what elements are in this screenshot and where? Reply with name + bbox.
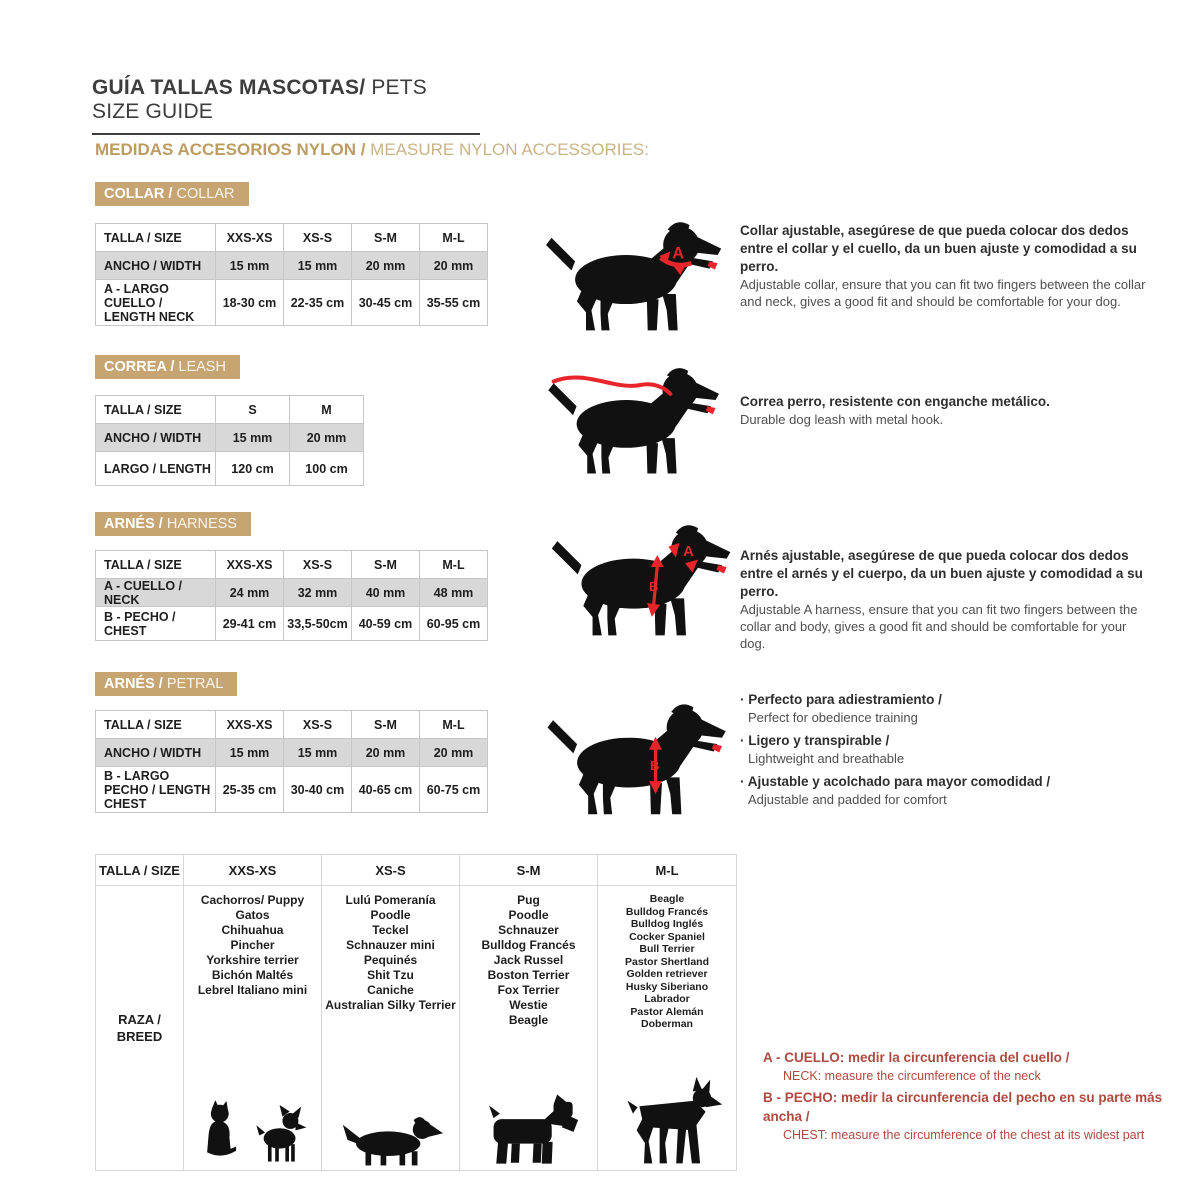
page-title-en: PETS SIZE GUIDE (92, 76, 427, 123)
page-subtitle (95, 140, 649, 160)
breed-item: Lebrel Italiano mini (197, 983, 308, 997)
breed-item: Golden retriever (626, 968, 708, 980)
breed-header-xxs-xs: XXS-XS (184, 855, 322, 885)
harness-badge-en: HARNESS (162, 516, 237, 532)
value-cell: XXS-XS (216, 224, 284, 252)
breed-item: Labrador (644, 993, 690, 1005)
breed-list-m-l (625, 893, 709, 1031)
petral-badge-es: ARNÉS / (104, 676, 163, 692)
breed-item: Schnauzer mini (346, 938, 435, 952)
breed-item: Australian Silky Terrier (325, 998, 456, 1012)
feature-bullet (740, 772, 1160, 808)
collar-dog-diagram (537, 216, 733, 334)
breed-item: Gatos (235, 908, 270, 922)
breed-header-talla: TALLA / SIZE (96, 855, 184, 885)
value-cell: 40 mm (352, 579, 420, 607)
table-header-row (96, 551, 488, 579)
value-cell: 20 mm (420, 739, 488, 767)
breed-item: Pastor Alemán (630, 1005, 704, 1018)
table-header-row (96, 711, 488, 739)
breed-list-xs-s (325, 893, 456, 1013)
breed-item: Bull Terrier (639, 943, 695, 955)
breed-col-m-l (598, 886, 736, 1170)
silhouettes-m-l (608, 1075, 726, 1170)
breed-item: Pequinés (363, 953, 418, 967)
breed-item: Pincher (230, 938, 275, 952)
feature-bullet-en: Lightweight and breathable (748, 751, 905, 766)
table-row (96, 767, 488, 813)
breed-item: Doberman (641, 1018, 693, 1030)
breed-size-table (95, 854, 737, 1171)
breed-item: Cachorros/ Puppy (200, 893, 305, 907)
value-cell: 35-55 cm (420, 280, 488, 326)
collar-badge-es: COLLAR / (104, 186, 173, 202)
row-label-cell: ANCHO / WIDTH (96, 739, 216, 767)
schnauzer-icon (479, 1093, 579, 1167)
note-a-reg: NECK: measure the circumference of the neck (783, 1069, 1041, 1083)
breed-item: Beagle (508, 1013, 549, 1027)
petral-badge-en: PETRAL (162, 676, 224, 692)
value-cell: XS-S (284, 551, 352, 579)
breed-item: Chihuahua (221, 923, 284, 937)
value-cell: 25-35 cm (216, 767, 284, 813)
breed-header-xs-s: XS-S (322, 855, 460, 885)
letter-a-marker: A (683, 543, 694, 560)
note-b-bold: B - PECHO: medir la circunferencia del pecho en su parte más ancha / (763, 1090, 1163, 1124)
collar-description (740, 222, 1148, 310)
leash-badge-es: CORREA / (104, 359, 175, 375)
value-cell: 40-65 cm (352, 767, 420, 813)
letter-a-marker: A (672, 244, 685, 263)
breed-item: Bulldog Inglés (630, 918, 704, 930)
breed-item: Boston Terrier (487, 968, 570, 982)
row-label-cell: TALLA / SIZE (96, 396, 216, 424)
harness-section-badge (95, 512, 251, 536)
silhouettes-xs-s (339, 1109, 443, 1170)
collar-size-table (95, 223, 488, 326)
harness-desc-en: Adjustable A harness, ensure that you can fit two fingers between the collar and body, gives a good fit and should be comfortable for your dog. (740, 602, 1138, 651)
value-cell: S-M (352, 224, 420, 252)
doberman-icon (608, 1075, 726, 1167)
breed-row-label (96, 886, 184, 1170)
harness-size-table (95, 550, 488, 641)
value-cell: 30-45 cm (352, 280, 420, 326)
feature-bullet-es: · Ligero y transpirable / (740, 731, 1160, 750)
leash-description (740, 393, 1148, 428)
breed-item: Pastor Shertland (624, 955, 710, 968)
breed-item: Shit Tzu (367, 968, 414, 982)
value-cell: 20 mm (290, 424, 364, 452)
breed-item: Fox Terrier (497, 983, 560, 997)
value-cell: 15 mm (216, 424, 290, 452)
collar-desc-en: Adjustable collar, ensure that you can fit two fingers between the collar and neck, gives a good fit and should be comfortable for your dog. (740, 277, 1146, 309)
leash-desc-es: Correa perro, resistente con enganche metálico. (740, 394, 1050, 409)
value-cell: XS-S (284, 224, 352, 252)
petral-section-badge (95, 672, 237, 696)
breed-header-m-l: M-L (655, 862, 679, 878)
value-cell: 100 cm (290, 452, 364, 486)
breed-item: Lulú Pomeranía (345, 893, 436, 907)
value-cell: M-L (420, 551, 488, 579)
collar-badge-en: COLLAR (172, 186, 235, 202)
breed-list-xxs-xs (198, 893, 307, 998)
leash-desc-en: Durable dog leash with metal hook. (740, 412, 944, 427)
row-label-cell: TALLA / SIZE (96, 711, 216, 739)
row-label-cell: ANCHO / WIDTH (96, 252, 216, 280)
letter-b-marker: B (648, 579, 659, 595)
leash-section-badge (95, 355, 240, 379)
leash-size-table (95, 395, 364, 486)
value-cell: 20 mm (420, 252, 488, 280)
page-title-es: GUÍA TALLAS MASCOTAS/ (92, 76, 366, 99)
value-cell: XXS-XS (216, 711, 284, 739)
value-cell: S-M (352, 551, 420, 579)
leash-badge-en: LEASH (174, 359, 226, 375)
row-label-cell: A - CUELLO / NECK (96, 579, 216, 607)
value-cell: M-L (420, 711, 488, 739)
petral-feature-bullets (740, 690, 1160, 813)
value-cell: S (216, 396, 290, 424)
value-cell: 20 mm (352, 739, 420, 767)
value-cell: M-L (420, 224, 488, 252)
row-label-cell: LARGO / LENGTH (96, 452, 216, 486)
value-cell: 15 mm (216, 739, 284, 767)
breed-item: Beagle (649, 893, 685, 905)
petral-size-table (95, 710, 488, 813)
value-cell: 33,5-50cm (284, 607, 352, 641)
table-header-row (96, 396, 364, 424)
breed-row-label-es: RAZA / (118, 1012, 161, 1027)
table-row (96, 579, 488, 607)
value-cell: 24 mm (216, 579, 284, 607)
page-subtitle-en: MEASURE NYLON ACCESSORIES: (365, 140, 649, 159)
table-row (96, 739, 488, 767)
breed-item: Westie (509, 998, 548, 1012)
breed-col-xs-s (322, 886, 460, 1170)
breed-item: Poodle (370, 908, 411, 922)
note-b-reg: CHEST: measure the circumference of the chest at its widest part (783, 1128, 1145, 1142)
page-title (92, 76, 480, 135)
breed-table-body (96, 886, 736, 1170)
breed-header-s-m: S-M (460, 855, 598, 885)
harness-badge-es: ARNÉS / (104, 516, 163, 532)
page-subtitle-es: MEDIDAS ACCESORIOS NYLON / (95, 140, 366, 159)
feature-bullet-es: · Perfecto para adiestramiento / (740, 690, 1160, 709)
value-cell: 15 mm (284, 739, 352, 767)
value-cell: 30-40 cm (284, 767, 352, 813)
note-a-bold: A - CUELLO: medir la circunferencia del cuello / (763, 1050, 1070, 1065)
row-label-cell: ANCHO / WIDTH (96, 424, 216, 452)
table-row (96, 424, 364, 452)
value-cell: 22-35 cm (284, 280, 352, 326)
breed-list-s-m (481, 893, 575, 1028)
feature-bullet-es: · Ajustable y acolchado para mayor comodidad / (740, 772, 1160, 791)
table-row (96, 607, 488, 641)
breed-item: Yorkshire terrier (206, 953, 299, 967)
row-label-cell: B - PECHO / CHEST (96, 607, 216, 641)
value-cell: 40-59 cm (352, 607, 420, 641)
breed-item: Pug (517, 893, 540, 907)
breed-row-label-en: BREED (116, 1029, 163, 1044)
breed-col-s-m (460, 886, 598, 1170)
letter-b-marker: B (650, 758, 660, 773)
harness-description (740, 547, 1148, 652)
feature-bullet (740, 731, 1160, 767)
row-label-cell: TALLA / SIZE (96, 551, 216, 579)
measuring-notes (763, 1048, 1195, 1147)
petral-dog-diagram (540, 698, 736, 818)
breed-item: Husky Siberiano (625, 980, 709, 993)
value-cell: 29-41 cm (216, 607, 284, 641)
breed-item: Jack Russel (493, 953, 564, 967)
value-cell: 32 mm (284, 579, 352, 607)
breed-item: Caniche (367, 983, 414, 997)
breed-col-xxs-xs (184, 886, 322, 1170)
table-header-row (96, 224, 488, 252)
feature-bullet-en: Perfect for obedience training (748, 710, 918, 725)
value-cell: 60-75 cm (420, 767, 488, 813)
breed-item: Schnauzer (498, 923, 559, 937)
row-label-cell: B - LARGO PECHO / LENGTH CHEST (96, 767, 216, 813)
breed-item: Cocker Spaniel (629, 930, 705, 943)
value-cell: S-M (352, 711, 420, 739)
leash-dog-diagram (537, 362, 733, 477)
value-cell: 120 cm (216, 452, 290, 486)
dachshund-icon (339, 1109, 443, 1167)
breed-item: Bulldog Francés (481, 938, 576, 952)
silhouettes-xxs-xs (196, 1093, 310, 1170)
collar-section-badge (95, 182, 249, 206)
value-cell: M (290, 396, 364, 424)
breed-item: Bichón Maltés (211, 968, 294, 982)
breed-item: Teckel (372, 923, 409, 937)
breed-table-header (96, 855, 736, 886)
value-cell: 20 mm (352, 252, 420, 280)
breed-item: Poodle (508, 908, 549, 922)
cat-icon (196, 1093, 248, 1167)
value-cell: 48 mm (420, 579, 488, 607)
chihuahua-icon (252, 1101, 310, 1167)
harness-desc-es: Arnés ajustable, asegúrese de que pueda colocar dos dedos entre el arnés y el cuerpo, da un buen ajuste y comodidad a su perro. (740, 548, 1143, 599)
value-cell: 15 mm (216, 252, 284, 280)
value-cell: XS-S (284, 711, 352, 739)
feature-bullet-en: Adjustable and padded for comfort (748, 792, 947, 807)
value-cell: XXS-XS (216, 551, 284, 579)
silhouettes-s-m (479, 1093, 579, 1170)
collar-desc-es: Collar ajustable, asegúrese de que pueda colocar dos dedos entre el collar y el cuello, da un buen ajuste y comodidad a su perro. (740, 223, 1137, 274)
table-row (96, 280, 488, 326)
harness-dog-diagram (550, 518, 735, 640)
row-label-cell: TALLA / SIZE (96, 224, 216, 252)
value-cell: 60-95 cm (420, 607, 488, 641)
table-row (96, 252, 488, 280)
value-cell: 18-30 cm (216, 280, 284, 326)
value-cell: 15 mm (284, 252, 352, 280)
feature-bullet (740, 690, 1160, 726)
table-row (96, 452, 364, 486)
breed-item: Bulldog Francés (625, 905, 709, 918)
row-label-cell: A - LARGO CUELLO / LENGTH NECK (96, 280, 216, 326)
